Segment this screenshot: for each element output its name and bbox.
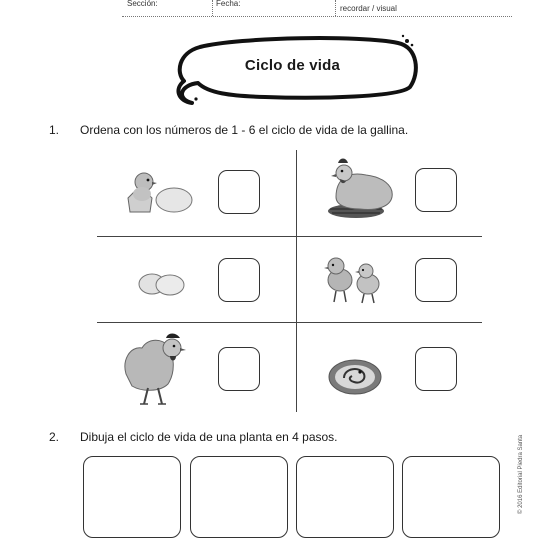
header-strip [122, 0, 512, 17]
header-divider [335, 0, 336, 16]
copyright-notice: © 2016 Editorial Piedra Santa [518, 434, 524, 514]
question-number: 1. [49, 123, 60, 137]
drawing-box-step-4[interactable] [402, 456, 500, 538]
drawing-box-step-2[interactable] [190, 456, 288, 538]
number-box[interactable] [415, 168, 457, 212]
number-box[interactable] [415, 347, 457, 391]
drawing-box-step-3[interactable] [296, 456, 394, 538]
chick-hatching-icon [122, 168, 197, 218]
grid-vertical-divider [296, 150, 297, 412]
embryo-in-egg-icon [326, 358, 384, 396]
skill-text: recordar / visual [340, 4, 397, 13]
question-text: Ordena con los números de 1 - 6 el ciclo de vida de la gallina. [80, 123, 409, 137]
question-text: Dibuja el ciclo de vida de una planta en 4 pasos. [80, 430, 338, 444]
number-box[interactable] [218, 258, 260, 302]
number-box[interactable] [415, 258, 457, 302]
header-divider [212, 0, 213, 16]
rooster-icon [122, 330, 194, 410]
number-box[interactable] [218, 347, 260, 391]
question-number: 2. [49, 430, 60, 444]
number-box[interactable] [218, 170, 260, 214]
grid-horizontal-divider [97, 322, 482, 323]
page-title: Ciclo de vida [244, 57, 341, 74]
two-chicks-icon [320, 254, 386, 306]
seccion-label: Sección: [127, 0, 158, 8]
eggs-icon [136, 270, 188, 298]
drawing-box-step-1[interactable] [83, 456, 181, 538]
fecha-label: Fecha: [216, 0, 241, 8]
hen-on-nest-icon [326, 155, 398, 223]
grid-horizontal-divider [97, 236, 482, 237]
